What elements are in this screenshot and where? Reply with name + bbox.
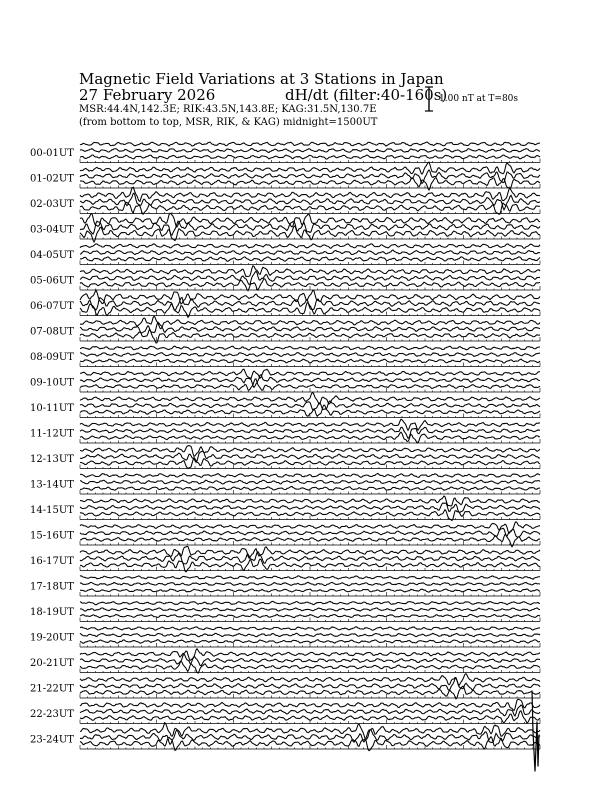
station-coordinates: MSR:44.4N,142.3E; RIK:43.5N,143.8E; KAG:31.5N,130.7E	[79, 104, 377, 115]
station-order-note: (from bottom to top, MSR, RIK, & KAG) midnight=1500UT	[79, 117, 378, 128]
trace-rik	[80, 353, 540, 357]
hour-row	[30, 601, 540, 621]
hour-row	[30, 699, 540, 723]
trace-rik	[80, 633, 540, 637]
hour-label: 22-23UT	[30, 709, 74, 720]
trace-kag	[80, 649, 540, 661]
hour-row	[30, 546, 540, 572]
trace-kag	[80, 290, 540, 304]
hour-row	[30, 393, 540, 418]
trace-kag	[80, 369, 540, 379]
hour-row	[30, 576, 540, 596]
chart-title: Magnetic Field Variations at 3 Stations in Japan	[79, 70, 444, 88]
hour-label: 15-16UT	[30, 530, 74, 542]
hour-row	[30, 446, 540, 469]
hour-label: 00-01UT	[30, 148, 74, 159]
trace-kag	[80, 627, 540, 631]
trace-rik	[80, 503, 540, 512]
hour-label: 13-14UT	[30, 479, 74, 491]
trace-rik	[80, 528, 540, 537]
hour-label: 17-18UT	[30, 581, 74, 593]
hour-label: 23-24UT	[30, 734, 74, 746]
trace-rik	[80, 221, 540, 235]
storm-spike	[532, 691, 539, 772]
chart-date: 27 February 2026	[79, 86, 216, 104]
chart-filter: dH/dt (filter:40-160s)	[285, 86, 448, 104]
trace-kag	[80, 162, 540, 174]
hour-label: 16-17UT	[30, 556, 74, 567]
hour-row	[30, 187, 540, 214]
trace-kag	[80, 419, 540, 430]
hour-label: 10-11UT	[30, 403, 74, 414]
hour-label: 09-10UT	[30, 377, 74, 389]
hour-row	[30, 627, 540, 647]
trace-kag	[80, 601, 540, 604]
trace-msr	[80, 640, 540, 644]
hour-row	[30, 142, 540, 163]
trace-kag	[80, 496, 540, 506]
hour-label: 19-20UT	[30, 632, 74, 644]
trace-rik	[80, 193, 540, 210]
hour-row	[30, 290, 540, 317]
trace-msr	[80, 589, 540, 592]
hour-row	[30, 213, 540, 242]
trace-rik	[80, 271, 540, 284]
trace-rik	[80, 582, 540, 585]
scale-label: 1.00 nT at T=80s	[439, 94, 519, 104]
hour-row	[30, 162, 540, 190]
hour-label: 03-04UT	[30, 224, 74, 236]
trace-kag	[80, 142, 540, 146]
hour-label: 04-05UT	[30, 250, 74, 261]
trace-msr	[80, 359, 540, 363]
trace-msr	[80, 614, 540, 617]
hour-row	[30, 419, 540, 443]
hour-label: 06-07UT	[30, 301, 74, 312]
hour-row	[30, 346, 540, 367]
hour-row	[30, 244, 540, 265]
trace-msr	[80, 155, 540, 159]
trace-msr	[80, 257, 540, 262]
hour-row	[30, 723, 540, 751]
trace-rik	[80, 654, 540, 666]
trace-kag	[80, 674, 540, 686]
trace-rik	[80, 480, 540, 484]
trace-kag	[80, 187, 540, 201]
hour-row	[30, 266, 540, 291]
hour-label: 14-15UT	[30, 505, 74, 516]
hour-row	[30, 369, 540, 392]
trace-kag	[80, 346, 540, 350]
hour-label: 08-09UT	[30, 352, 74, 363]
trace-rik	[80, 250, 540, 255]
trace-kag	[80, 723, 540, 738]
trace-kag	[80, 244, 540, 249]
hour-label: 20-21UT	[30, 658, 74, 669]
hour-row	[30, 316, 540, 343]
hour-row	[30, 522, 540, 547]
hour-label: 07-08UT	[30, 326, 74, 338]
hour-row	[30, 649, 540, 673]
trace-rik	[80, 401, 540, 410]
trace-rik	[80, 552, 540, 564]
hour-label: 02-03UT	[30, 199, 74, 210]
hour-label: 01-02UT	[30, 173, 74, 185]
trace-kag	[80, 473, 540, 477]
trace-kag	[80, 546, 540, 558]
hour-label: 12-13UT	[30, 454, 74, 465]
hour-label: 18-19UT	[30, 607, 74, 618]
hour-label: 11-12UT	[30, 428, 74, 440]
hour-label: 21-22UT	[30, 683, 74, 695]
trace-kag	[80, 522, 540, 534]
trace-kag	[80, 699, 540, 710]
trace-kag	[80, 446, 540, 457]
hour-row	[30, 473, 540, 494]
trace-rik	[80, 730, 540, 745]
trace-rik	[80, 149, 540, 153]
hour-label: 05-06UT	[30, 275, 74, 287]
trace-msr	[80, 486, 540, 490]
trace-rik	[80, 608, 540, 611]
trace-kag	[80, 576, 540, 580]
hour-row	[30, 674, 540, 699]
hour-row	[30, 496, 540, 520]
trace-kag	[80, 266, 540, 277]
trace-kag	[80, 213, 540, 227]
